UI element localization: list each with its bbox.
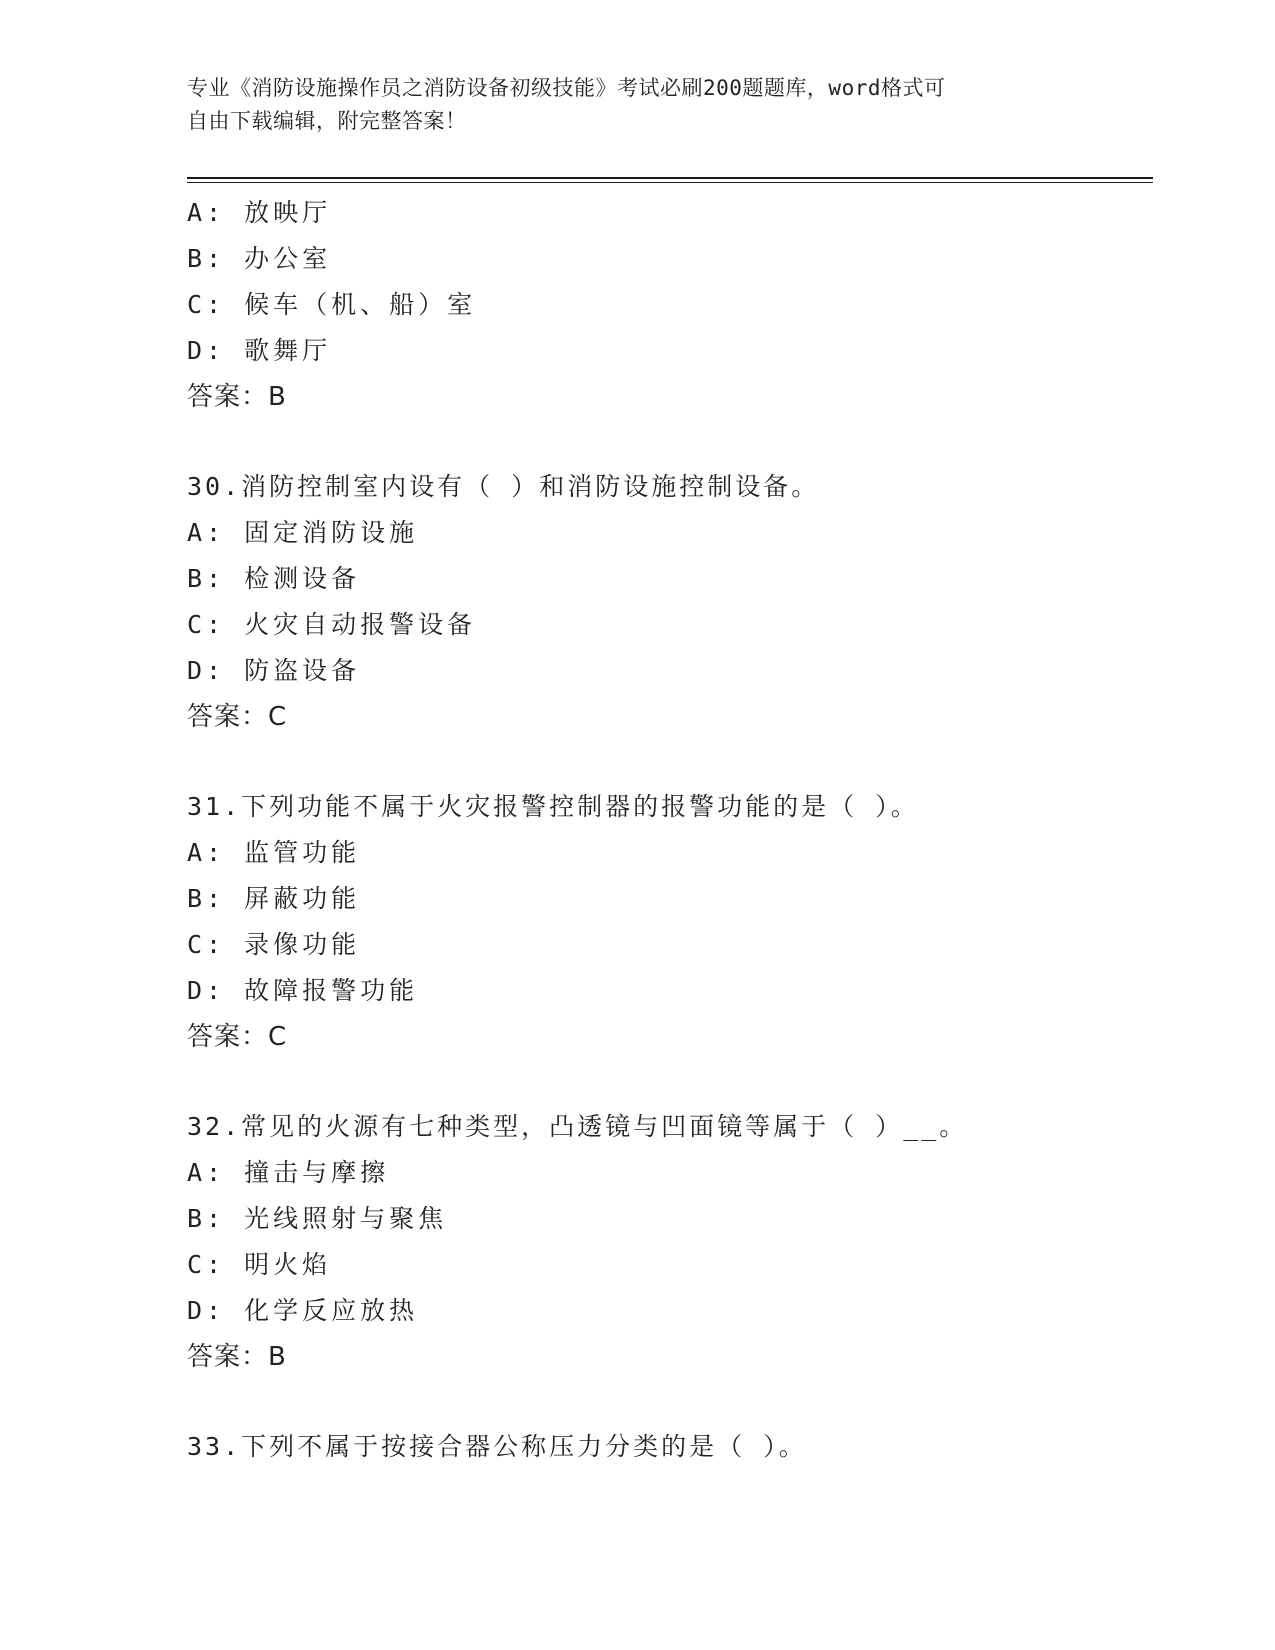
option-b: B: 检测设备 — [187, 564, 361, 593]
option-d: D: 化学反应放热 — [187, 1296, 419, 1325]
question-list — [187, 190, 1187, 1470]
answer-line: 答案：C — [187, 702, 288, 732]
header-title-line-1: 专业《消防设施操作员之消防设备初级技能》考试必刷200题题库，word格式可 — [187, 76, 946, 100]
option-d: D: 防盗设备 — [187, 656, 361, 685]
option-a: A: 固定消防设施 — [187, 518, 419, 547]
option-c: C: 明火焰 — [187, 1250, 332, 1279]
spacer — [187, 740, 1187, 784]
question-text: 33.下列不属于按接合器公称压力分类的是（ ）。 — [187, 1432, 807, 1461]
option-a: A: 监管功能 — [187, 838, 361, 867]
header-title-line-2: 自由下载编辑，附完整答案！ — [187, 109, 467, 133]
spacer — [187, 1380, 1187, 1424]
answer-line: 答案：B — [187, 1342, 287, 1372]
option-b: B: 光线照射与聚焦 — [187, 1204, 448, 1233]
option-b: B: 屏蔽功能 — [187, 884, 361, 913]
option-c: C: 候车（机、船）室 — [187, 290, 477, 319]
question-block-33 — [187, 1424, 1187, 1470]
option-c: C: 火灾自动报警设备 — [187, 610, 477, 639]
question-block-29 — [187, 190, 1187, 420]
spacer — [187, 1060, 1187, 1104]
question-text: 31.下列功能不属于火灾报警控制器的报警功能的是（ ）。 — [187, 792, 919, 821]
question-block-31 — [187, 784, 1187, 1060]
header-divider-thin — [187, 182, 1153, 183]
header-divider-thick — [187, 177, 1153, 179]
option-d: D: 歌舞厅 — [187, 336, 332, 365]
document-header — [187, 72, 1087, 138]
answer-line: 答案：B — [187, 382, 287, 412]
option-d: D: 故障报警功能 — [187, 976, 419, 1005]
question-block-32 — [187, 1104, 1187, 1380]
option-c: C: 录像功能 — [187, 930, 361, 959]
question-block-30 — [187, 464, 1187, 740]
option-a: A: 撞击与摩擦 — [187, 1158, 390, 1187]
question-text: 30.消防控制室内设有（ ）和消防设施控制设备。 — [187, 472, 820, 501]
answer-line: 答案：C — [187, 1022, 288, 1052]
question-text: 32.常见的火源有七种类型，凸透镜与凹面镜等属于（ ）__。 — [187, 1112, 968, 1141]
option-b: B: 办公室 — [187, 244, 332, 273]
spacer — [187, 420, 1187, 464]
option-a: A: 放映厅 — [187, 198, 332, 227]
